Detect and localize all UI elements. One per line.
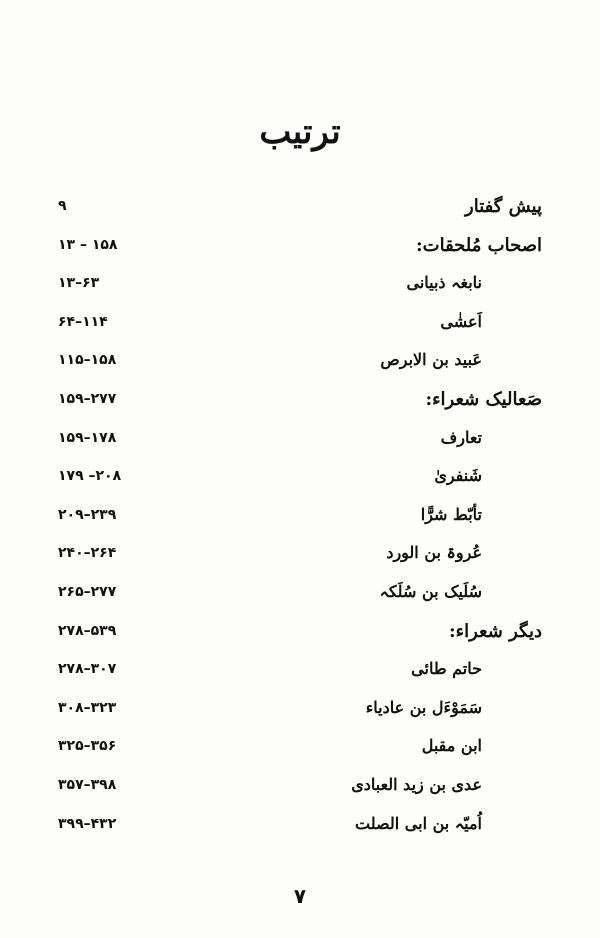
toc-entry: ابن مقبل xyxy=(421,736,482,756)
toc-section-heading: دیگر شعراء: xyxy=(449,620,542,642)
toc-entry: شَنفریٰ xyxy=(434,466,482,486)
toc-row xyxy=(58,196,542,235)
toc-row xyxy=(58,582,542,621)
toc-pages: ۲۷۸–۳۰۷ xyxy=(58,661,117,678)
toc-row xyxy=(58,389,542,428)
toc-row xyxy=(58,814,542,853)
page-title: ترتیب xyxy=(259,112,341,152)
toc-pages: ۲۰۹–۲۳۹ xyxy=(58,506,117,523)
toc-pages: ۶۴–۱۱۴ xyxy=(58,313,108,330)
toc-entry: پیش گفتار xyxy=(465,196,542,217)
toc-pages: ۳۰۸–۳۲۳ xyxy=(58,699,117,716)
toc-entry: عَبید بن الابرص xyxy=(380,350,482,370)
toc-pages: ۱۷۹ –۲۰۸ xyxy=(58,468,122,485)
toc-entry: تعارف xyxy=(440,427,482,447)
page-number: ۷ xyxy=(293,884,307,908)
toc-pages: ۱۱۵–۱۵۸ xyxy=(58,352,117,369)
toc-row xyxy=(58,543,542,582)
toc-pages: ۳۹۹–۴۳۲ xyxy=(58,815,117,832)
toc-pages: ۹ xyxy=(58,198,67,214)
toc-entry: اُمیّہ بن ابی الصلت xyxy=(355,813,482,833)
toc-entry: حاتم طائی xyxy=(411,659,482,679)
toc-pages: ۱۳–۶۳ xyxy=(58,275,100,292)
table-of-contents xyxy=(58,196,542,852)
toc-pages: ۱۳ – ۱۵۸ xyxy=(58,236,118,253)
toc-pages: ۳۲۵–۳۵۶ xyxy=(58,738,117,755)
toc-entry: عُروۃ بن الورد xyxy=(386,543,482,563)
toc-row xyxy=(58,312,542,351)
toc-row xyxy=(58,736,542,775)
toc-pages: ۲۴۰–۲۶۴ xyxy=(58,545,117,562)
toc-pages: ۱۵۹–۲۷۷ xyxy=(58,390,117,407)
toc-entry: اَعشٰی xyxy=(440,311,482,331)
toc-row xyxy=(58,466,542,505)
toc-row xyxy=(58,775,542,814)
toc-section-heading: صَعالیک شعراء: xyxy=(425,388,542,410)
toc-row xyxy=(58,350,542,389)
toc-entry: تأبّط شرًّا xyxy=(420,504,482,524)
toc-pages: ۳۵۷–۳۹۸ xyxy=(58,776,117,793)
toc-row xyxy=(58,698,542,737)
toc-entry: عدی بن زید العبادی xyxy=(351,774,482,794)
toc-entry: سُلَیک بن سُلَکہ xyxy=(379,581,482,601)
toc-row xyxy=(58,428,542,467)
toc-row xyxy=(58,505,542,544)
toc-row xyxy=(58,235,542,274)
toc-row xyxy=(58,273,542,312)
toc-section-heading: اصحاب مُلحقات: xyxy=(416,234,542,256)
toc-entry: سَمَوْءَل بن عادیاء xyxy=(365,697,482,717)
toc-pages: ۱۵۹–۱۷۸ xyxy=(58,429,117,446)
toc-row xyxy=(58,621,542,660)
toc-pages: ۲۷۸–۵۳۹ xyxy=(58,622,117,639)
toc-pages: ۲۶۵–۲۷۷ xyxy=(58,583,117,600)
toc-entry: نابغہ ذبیانی xyxy=(406,273,482,293)
toc-row xyxy=(58,659,542,698)
